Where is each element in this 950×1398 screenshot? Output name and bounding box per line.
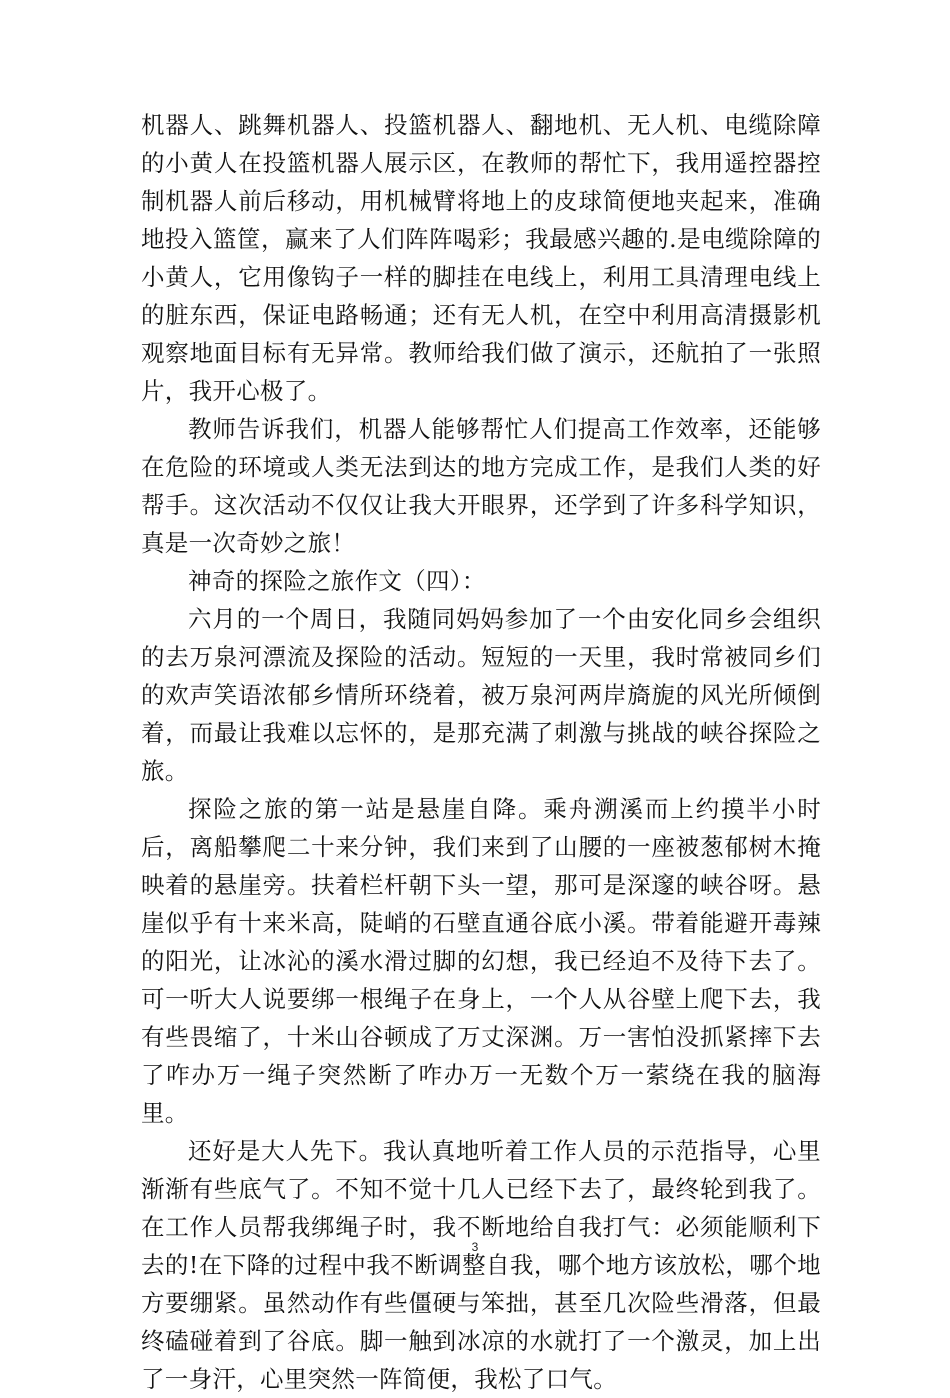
section-heading: 神奇的探险之旅作文（四）： — [188, 567, 486, 595]
paragraph-1: 机器人、跳舞机器人、投篮机器人、翻地机、无人机、电缆除障的小黄人在投篮机器人展示区，在教师的帮忙下，我用遥控器控制机器人前后移动，用机械臂将地上的皮球简便地夹起来，准确地投入篮筐，赢来了人们阵阵喝彩；我最感兴趣的.是电缆除障的小黄人，它用像钩子一样的脚挂在电线上，利用工具清理电线上的脏东西，保证电路畅通；还有无人机，在空中利用高清摄影机观察地面目标有无异常。教师给我们做了演示，还航拍了一张照片，我开心极了。 — [141, 111, 821, 405]
paragraph-5: 还好是大人先下。我认真地听着工作人员的示范指导，心里渐渐有些底气了。不知不觉十几人已经下去了，最终轮到我了。在工作人员帮我绑绳子时，我不断地给自我打气：必须能顺利下去的!在下降的过程中我不断调整自我，哪个地方该放松，哪个地方要绷紧。虽然动作有些僵硬与笨拙，甚至几次险些滑落，但最终磕碰着到了谷底。脚一触到冰凉的水就打了一个激灵，加上出了一身汗，心里突然一阵简便，我松了口气。 — [141, 1137, 821, 1393]
paragraph-4: 探险之旅的第一站是悬崖自降。乘舟溯溪而上约摸半小时后，离船攀爬二十来分钟，我们来到了山腰的一座被葱郁树木掩映着的悬崖旁。扶着栏杆朝下头一望，那可是深邃的峡谷呀。悬崖似乎有十来米高，陡峭的石壁直通谷底小溪。带着能避开毒辣的阳光，让冰沁的溪水滑过脚的幻想，我已经迫不及待下去了。可一听大人说要绑一根绳子在身上，一个人从谷壁上爬下去，我有些畏缩了，十米山谷顿成了万丈深渊。万一害怕没抓紧摔下去了咋办万一绳子突然断了咋办万一无数个万一萦绕在我的脑海里。 — [141, 795, 821, 1127]
paragraph-3: 六月的一个周日，我随同妈妈参加了一个由安化同乡会组织的去万泉河漂流及探险的活动。短短的一天里，我时常被同乡们的欢声笑语浓郁乡情所环绕着，被万泉河两岸旖旎的风光所倾倒着，而最让我难以忘怀的，是那充满了刺激与挑战的峡谷探险之旅。 — [141, 605, 821, 785]
paragraph-2: 教师告诉我们，机器人能够帮忙人们提高工作效率，还能够在危险的环境或人类无法到达的地方完成工作，是我们人类的好帮手。这次活动不仅仅让我大开眼界，还学到了许多科学知识，真是一次奇妙之旅！ — [141, 415, 821, 557]
body-text — [141, 106, 821, 1398]
page-number: 3 — [471, 1240, 479, 1254]
